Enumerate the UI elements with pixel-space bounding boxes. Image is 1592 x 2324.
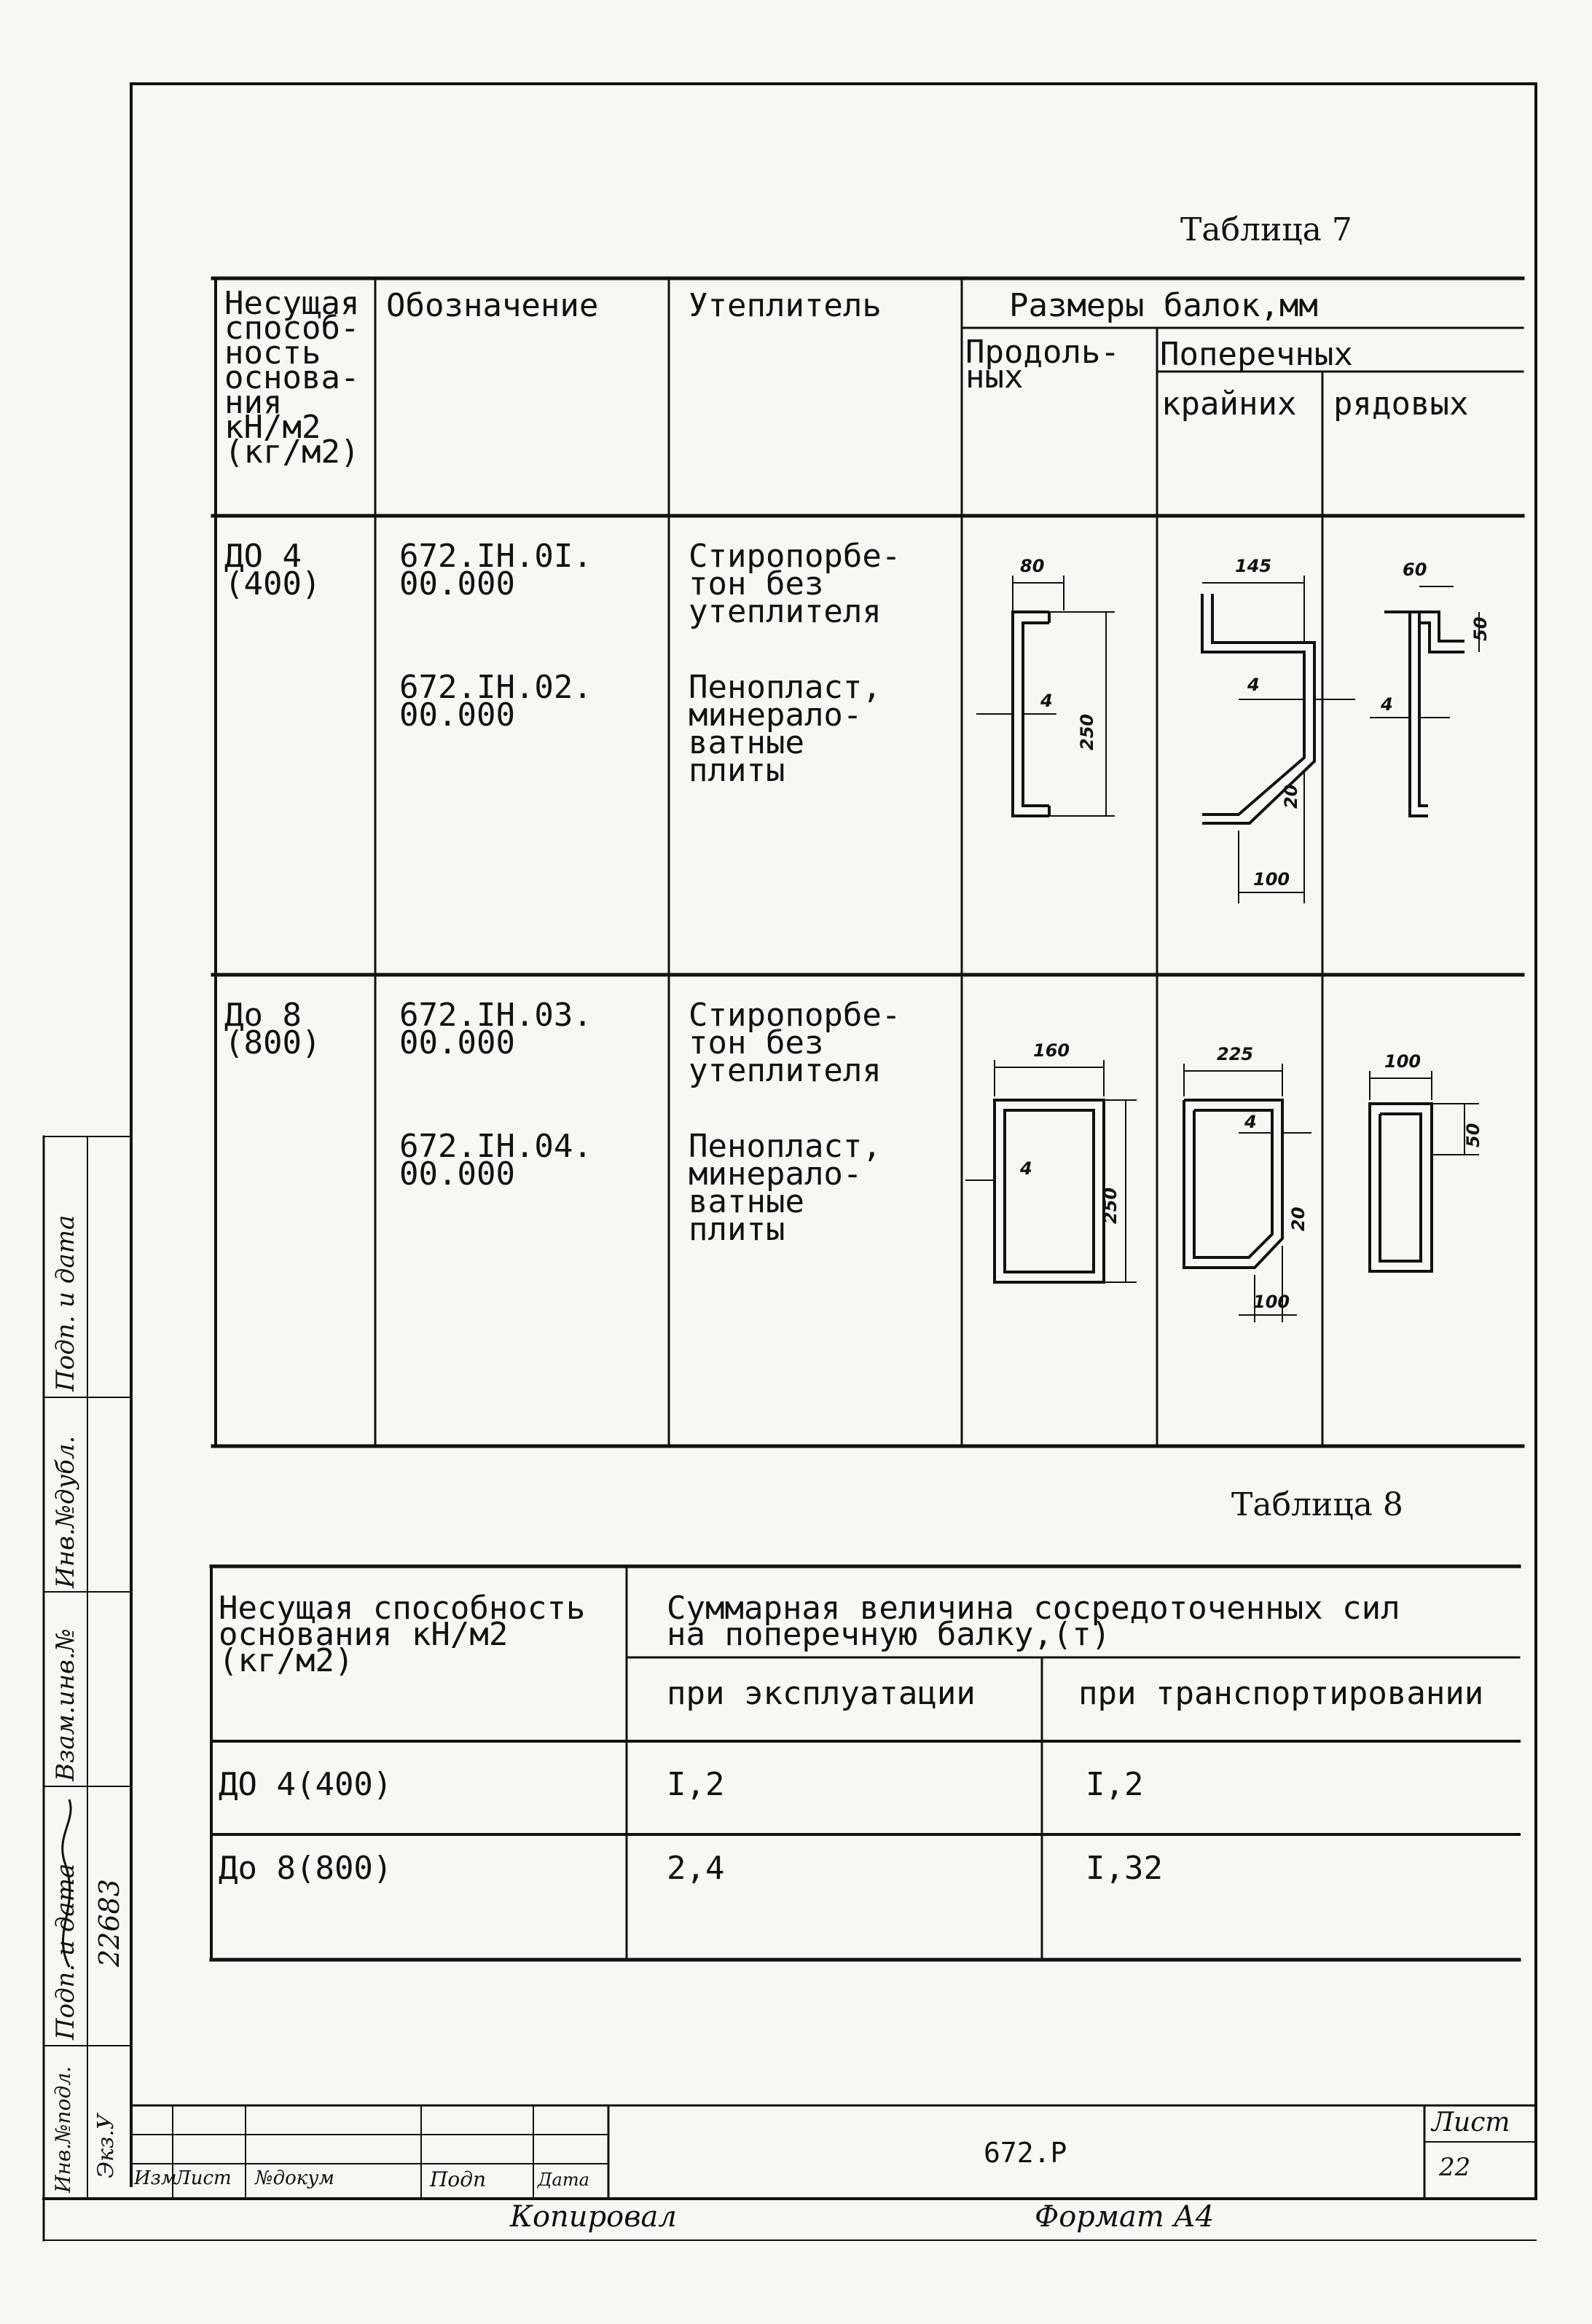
sheet-number: 22	[1439, 2153, 1471, 2182]
dim-row1-long-w: 80	[1020, 556, 1045, 576]
footer-format: Формат А4	[1035, 2200, 1215, 2234]
table8-row1-operation: I,2	[667, 1766, 725, 1803]
table7-header-longitudinal: Продоль- ных	[965, 334, 1120, 396]
table7-row1-insulation-2: Пенопласт, минерало- ватные плиты	[689, 669, 882, 789]
dim-row2-long-h: 250	[1100, 1187, 1121, 1224]
table7-header-row: рядовых	[1333, 385, 1469, 423]
dim-row1-edge-w: 145	[1235, 556, 1272, 576]
table7-header-insulation: Утеплитель	[689, 287, 882, 324]
table8-row2-capacity: До 8(800)	[219, 1850, 393, 1887]
stamp-sign-date-2: Подп. и дата	[51, 1863, 80, 2040]
stamp-handwritten-no: 22683	[93, 1879, 125, 1967]
stamp-dup-inv: Инв.№дубл.	[51, 1435, 80, 1588]
table7-row1-designation-2: 672.IH.02. 00.000	[399, 669, 592, 734]
dim-row1-edge-c: 20	[1281, 784, 1301, 809]
table8-header-sum: Суммарная величина сосредоточенных сил на поперечную балку,(т)	[667, 1590, 1400, 1653]
table7-header-edge: крайних	[1161, 385, 1297, 423]
table7-row2-insulation-1: Стиропорбе- тон без утеплителя	[689, 997, 901, 1089]
table7-row2-designation-1: 672.IH.03. 00.000	[399, 997, 592, 1061]
stamp-orig-inv: Инв.№подл.	[51, 2066, 75, 2193]
dim-row2-edge-w: 225	[1217, 1044, 1254, 1064]
dim-row2-row-h: 50	[1463, 1123, 1483, 1147]
col-list: Лист	[175, 2167, 232, 2189]
doc-code: 672.Р	[984, 2137, 1067, 2169]
dim-row2-row-w: 100	[1384, 1051, 1422, 1072]
dim-row1-edge-t: 4	[1247, 675, 1260, 695]
table7-header-capacity: Несущая способ- ность основа- ния кН/м2 (кг/м2)	[224, 285, 360, 471]
table7-row1-capacity: ДО 4 (400)	[224, 538, 321, 602]
dim-row2-edge-t: 4	[1244, 1112, 1257, 1132]
col-izm: Изм	[134, 2167, 177, 2189]
table8-row2-transport: I,32	[1086, 1850, 1163, 1887]
table7-header-beam-sizes: Размеры балок,мм	[1009, 287, 1318, 324]
table8-row1-capacity: ДО 4(400)	[219, 1766, 393, 1803]
footer-copied: Копировал	[510, 2200, 677, 2234]
beam-sections	[965, 576, 1479, 1322]
col-doc: №докум	[255, 2167, 334, 2189]
dim-row2-edge-b: 100	[1253, 1292, 1290, 1312]
table8-header-capacity: Несущая способность основания кН/м2 (кг/м2)	[219, 1590, 586, 1679]
table7-row2-insulation-2: Пенопласт, минерало- ватные плиты	[689, 1128, 882, 1248]
table7-row1-designation-1: 672.IH.0I. 00.000	[399, 538, 592, 602]
dim-row1-edge-b: 100	[1253, 869, 1290, 890]
table8-caption: Таблица 8	[1231, 1486, 1403, 1523]
stamp-replace-inv: Взам.инв.№	[51, 1628, 80, 1781]
table7-caption: Таблица 7	[1180, 211, 1352, 248]
dim-row1-long-t: 4	[1040, 691, 1053, 711]
table7-row2-capacity: До 8 (800)	[224, 997, 321, 1061]
sheet-label: Лист	[1432, 2108, 1510, 2137]
stamp-copy-no: Экз.У	[93, 2113, 119, 2178]
table7-row2-designation-2: 672.IH.04. 00.000	[399, 1128, 592, 1193]
dim-row1-long-h: 250	[1077, 713, 1097, 750]
table8-row2-operation: 2,4	[667, 1850, 725, 1887]
table8-header-operation: при эксплуатации	[667, 1675, 976, 1712]
dim-row2-long-t: 4	[1020, 1158, 1032, 1179]
table7-row1-insulation-1: Стиропорбе- тон без утеплителя	[689, 538, 901, 630]
dim-row1-row-h: 50	[1470, 616, 1491, 641]
dim-row1-row-t: 4	[1381, 694, 1393, 715]
table8-row1-transport: I,2	[1086, 1766, 1144, 1803]
dim-row1-row-w: 60	[1403, 560, 1427, 580]
table8-header-transport: при транспортировании	[1078, 1675, 1484, 1712]
table7-header-designation: Обозначение	[386, 287, 599, 324]
stamp-sign-date-1: Подп. и дата	[51, 1214, 80, 1391]
col-sign: Подп	[430, 2167, 487, 2191]
dim-row2-long-w: 160	[1033, 1040, 1070, 1061]
col-date: Дата	[538, 2170, 589, 2190]
dim-row2-edge-c: 20	[1288, 1206, 1309, 1231]
table7-header-transverse: Поперечных	[1160, 336, 1353, 373]
